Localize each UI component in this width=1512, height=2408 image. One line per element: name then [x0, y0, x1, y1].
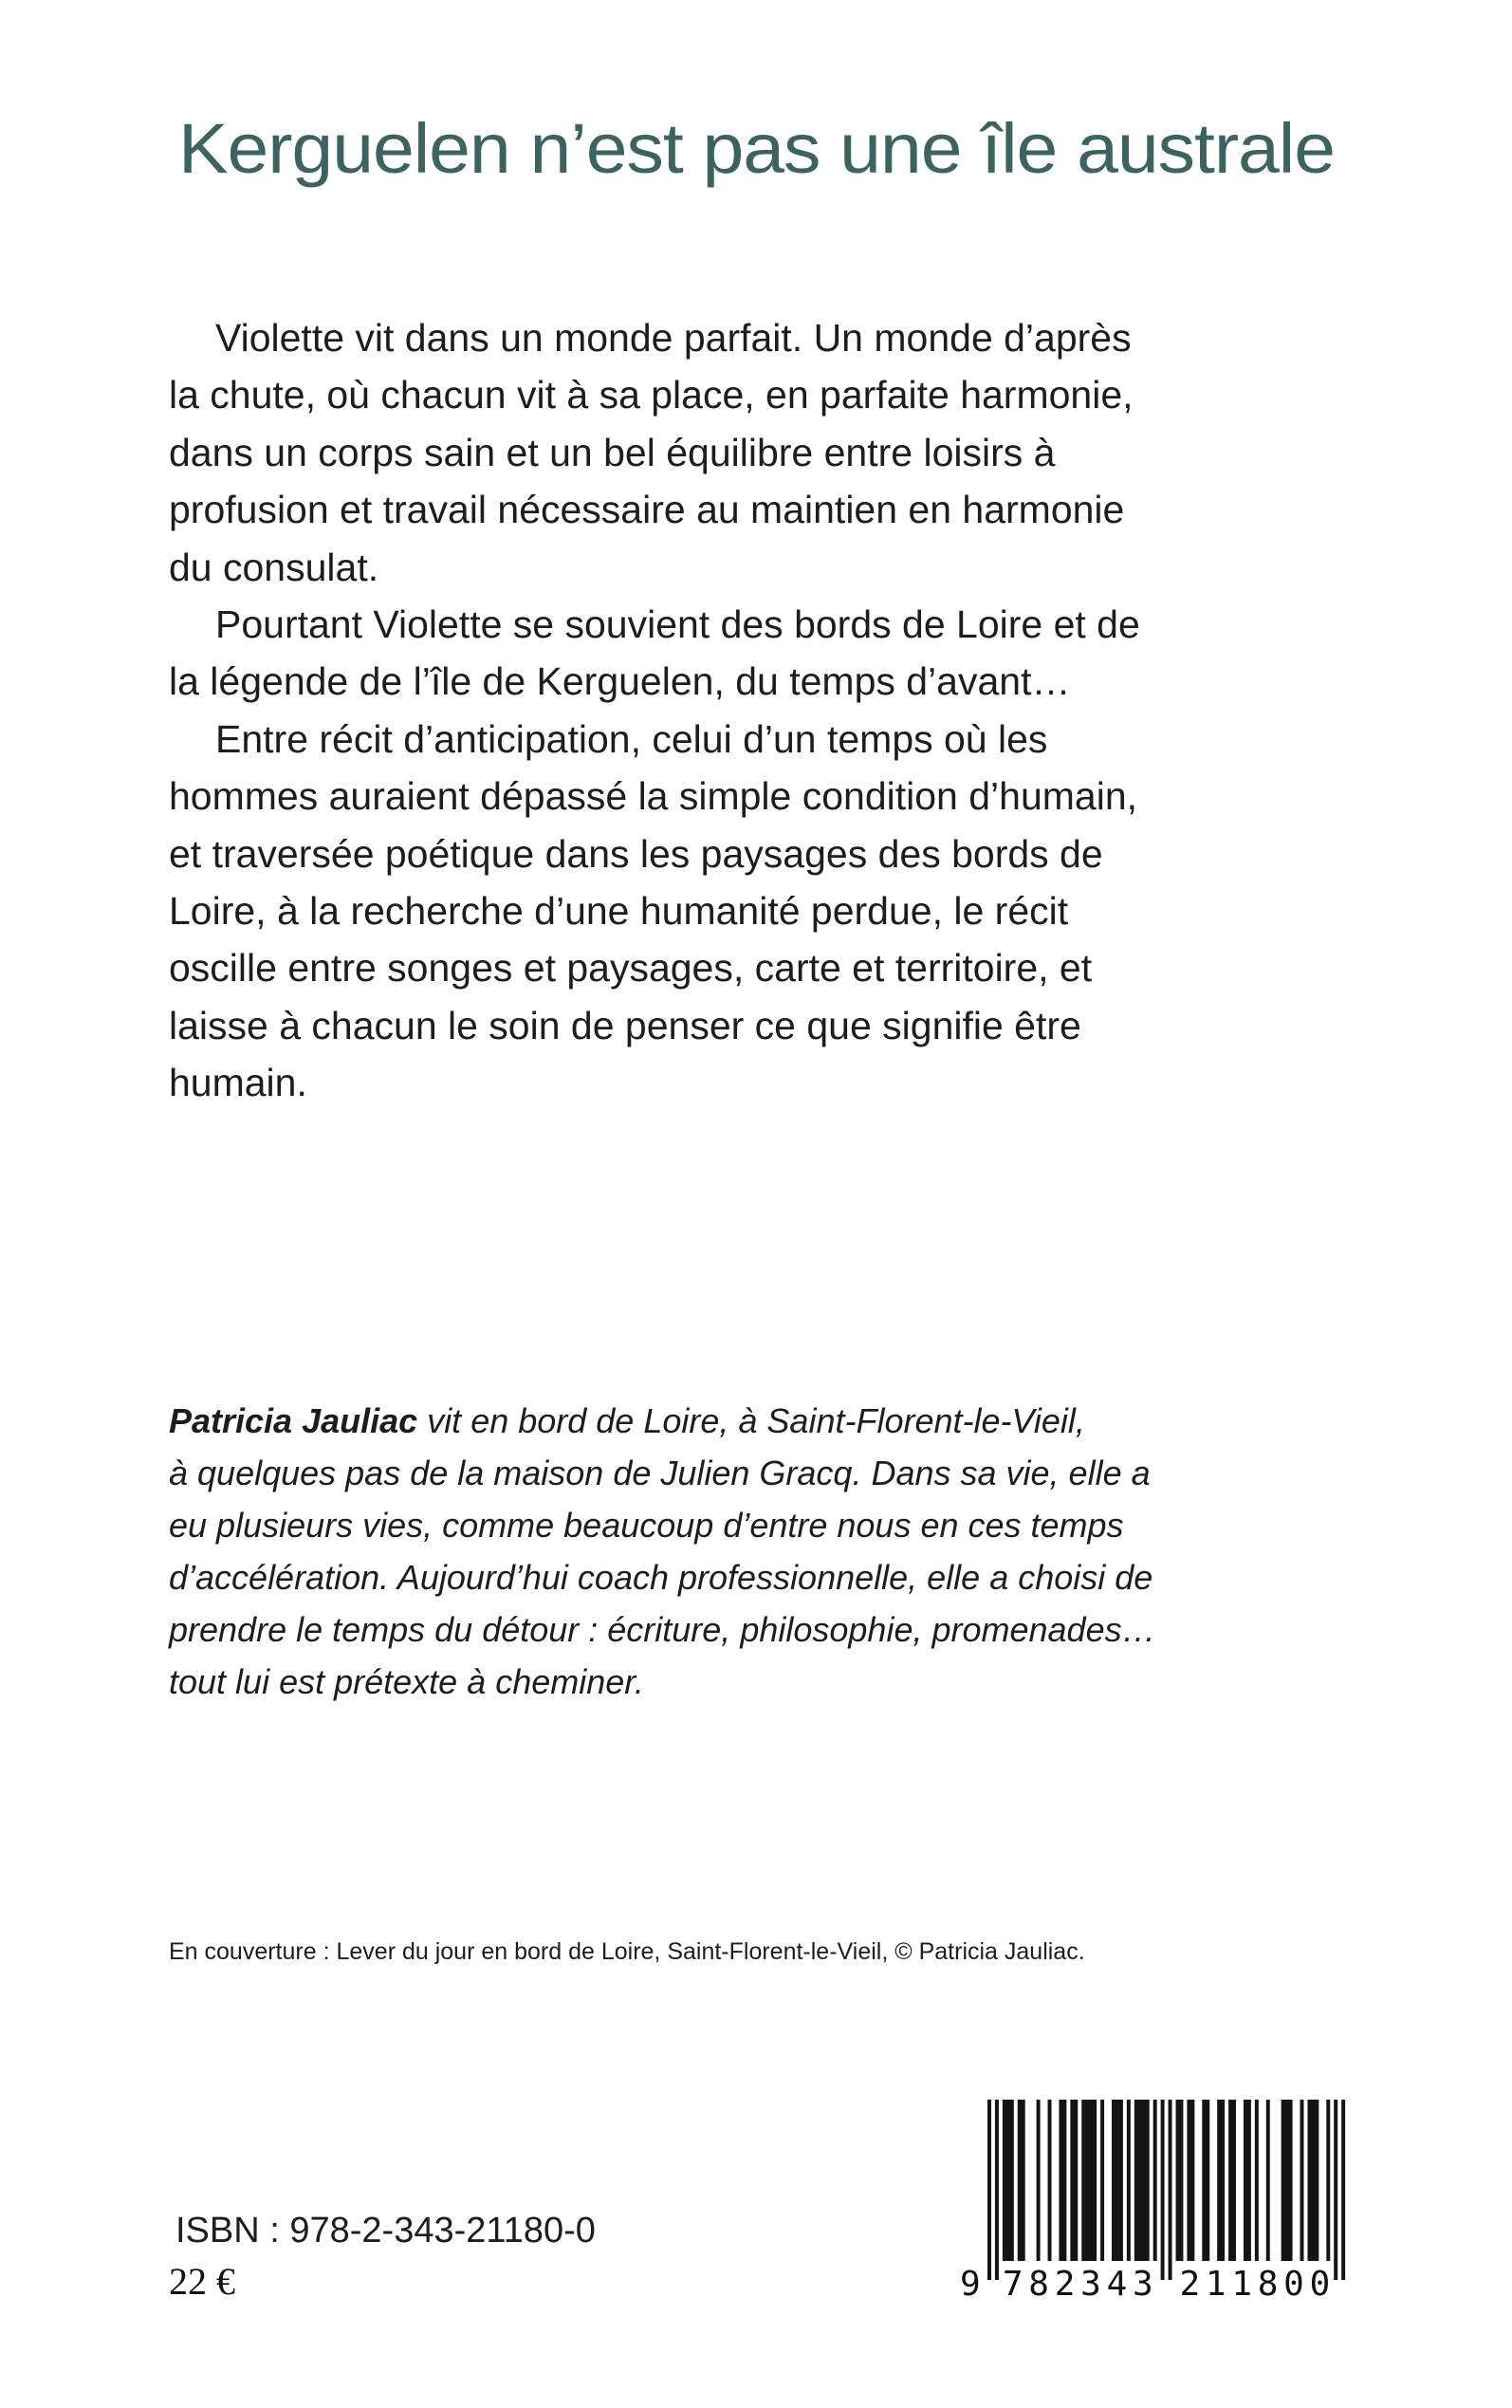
synopsis-line: la légende de l’île de Kerguelen, du temps d’avant… — [169, 659, 1071, 704]
barcode-bar — [1018, 2100, 1025, 2261]
author-bio-line: tout lui est prétexte à cheminer. — [169, 1662, 644, 1701]
barcode-bar — [1341, 2100, 1345, 2280]
barcode-bar — [1003, 2100, 1014, 2261]
synopsis-line: Violette vit dans un monde parfait. Un monde d’après — [215, 316, 1132, 360]
barcode-bar — [1307, 2100, 1318, 2261]
book-title-text: Kerguelen n’est pas une île australe — [178, 109, 1335, 188]
ean13-barcode — [954, 2092, 1353, 2310]
barcode-bar — [1187, 2100, 1194, 2261]
synopsis-line: Pourtant Violette se souvient des bords de Loire et de — [215, 602, 1140, 647]
barcode-bar — [1037, 2100, 1041, 2261]
barcode-bar — [1134, 2100, 1150, 2261]
synopsis-line: humain. — [169, 1061, 307, 1105]
author-name: Patricia Jauliac — [169, 1401, 418, 1440]
barcode-bar — [1334, 2100, 1337, 2280]
barcode-bar — [987, 2100, 991, 2280]
barcode-bar — [1059, 2100, 1066, 2261]
synopsis — [169, 309, 1340, 1112]
price-label: 22 € — [169, 2260, 235, 2303]
book-title — [178, 106, 1335, 192]
synopsis-line: la chute, où chacun vit à sa place, en parfaite harmonie, — [169, 373, 1134, 417]
author-bio-line: eu plusieurs vies, comme beaucoup d’entre nous en ces temps — [169, 1506, 1124, 1545]
barcode-bar — [1081, 2100, 1097, 2261]
barcode-bar — [1282, 2100, 1293, 2261]
barcode-bar — [1255, 2100, 1259, 2261]
synopsis-line: dans un corps sain et un bel équilibre entre loisirs à — [169, 430, 1056, 474]
barcode-digits: 782343 — [1002, 2265, 1153, 2304]
barcode-bar — [1112, 2100, 1123, 2261]
barcode-bar — [1202, 2100, 1209, 2261]
barcode-digits: 211800 — [1179, 2265, 1331, 2304]
synopsis-line: du consulat. — [169, 545, 379, 589]
synopsis-line: laisse à chacun le soin de penser ce que signifie être — [169, 1003, 1081, 1047]
barcode-bar — [1153, 2100, 1157, 2261]
barcode-bar — [1169, 2100, 1172, 2280]
synopsis-line: et traversée poétique dans les paysages des bords de — [169, 831, 1103, 876]
author-bio — [169, 1395, 1340, 1708]
barcode-bar — [1070, 2100, 1078, 2261]
barcode-bar — [1176, 2100, 1184, 2261]
barcode-bar — [1266, 2100, 1270, 2261]
barcode-bar — [1100, 2100, 1104, 2261]
barcode-bar — [995, 2100, 999, 2280]
synopsis-line: Loire, à la recherche d’une humanité perdue, le récit — [169, 889, 1069, 934]
barcode-bar — [1326, 2100, 1330, 2261]
barcode-bar — [1217, 2100, 1225, 2261]
synopsis-line: hommes auraient dépassé la simple condition d’humain, — [169, 774, 1138, 819]
barcode-icon — [954, 2092, 1353, 2310]
synopsis-line: oscille entre songes et paysages, carte et territoire, et — [169, 946, 1093, 991]
author-bio-line: d’accélération. Aujourd’hui coach professionnelle, elle a choisi de — [169, 1558, 1153, 1597]
barcode-bar — [1161, 2100, 1165, 2280]
synopsis-line: Entre récit d’anticipation, celui d’un temps où les — [215, 716, 1048, 761]
author-bio-line: à quelques pas de la maison de Julien Gracq. Dans sa vie, elle a — [169, 1454, 1151, 1492]
isbn-label: ISBN : 978-2-343-21180-0 — [175, 2211, 596, 2251]
synopsis-line: profusion et travail nécessaire au maintien en harmonie — [169, 488, 1125, 532]
author-bio-line — [169, 1395, 1340, 1447]
barcode-bar — [1244, 2100, 1251, 2261]
barcode-digits: 9 — [960, 2265, 981, 2304]
cover-credit: En couverture : Lever du jour en bord de Loire, Saint-Florent-le-Vieil, © Patricia Jauliac. — [169, 1938, 1085, 1965]
barcode-bar — [1300, 2100, 1304, 2261]
barcode-bar — [1228, 2100, 1236, 2261]
barcode-bar — [1127, 2100, 1131, 2261]
author-bio-line: prendre le temps du détour : écriture, philosophie, promenades… — [169, 1610, 1156, 1649]
barcode-bar — [1048, 2100, 1052, 2261]
author-bio-first-line: vit en bord de Loire, à Saint-Florent-le-Vieil, — [427, 1401, 1085, 1440]
